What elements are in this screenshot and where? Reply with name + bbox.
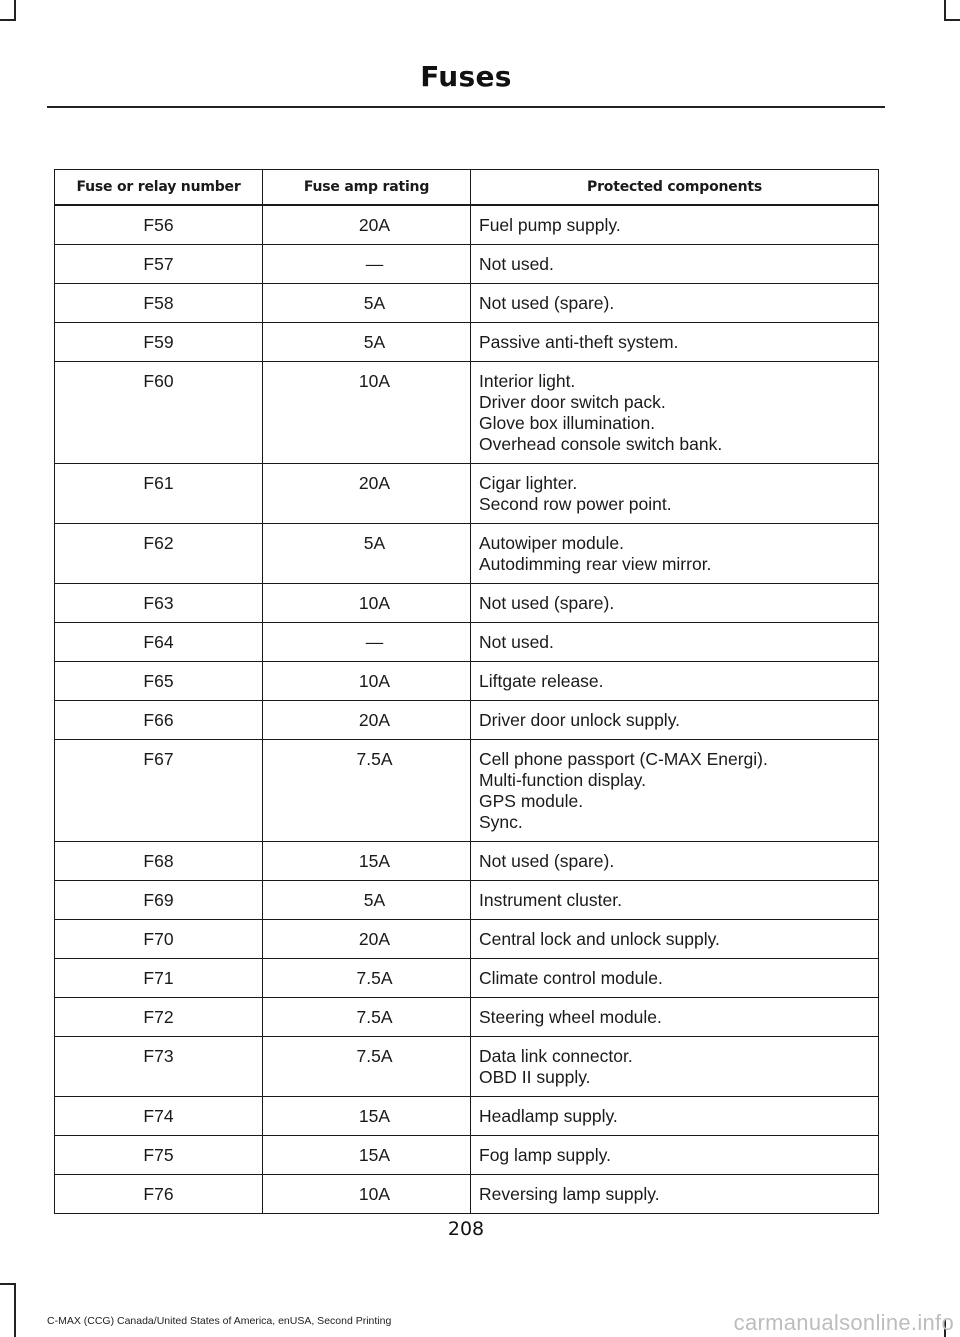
component-line: GPS module. [479,791,584,811]
protected-components-cell [471,1037,879,1097]
amp-rating-cell: 5A [263,284,471,323]
protected-components-cell [471,584,879,623]
protected-components-cell [471,740,879,842]
protected-components-cell [471,362,879,464]
column-header-fuse-number: Fuse or relay number [55,170,263,206]
table-row [55,1136,879,1175]
crop-mark-bottom-left [14,1283,16,1337]
component-line: Sync. [479,812,523,832]
component-line: Climate control module. [479,968,663,988]
fuse-number-cell: F59 [55,323,263,362]
crop-mark-top-left [0,19,16,21]
protected-components-cell [471,1175,879,1214]
table-row [55,1037,879,1097]
component-line: Steering wheel module. [479,1007,662,1027]
protected-components-cell [471,842,879,881]
component-line: Headlamp supply. [479,1106,618,1126]
protected-components-cell [471,323,879,362]
amp-rating-cell: — [263,623,471,662]
fuse-number-cell: F63 [55,584,263,623]
amp-rating-cell: 7.5A [263,998,471,1037]
protected-components-cell [471,1097,879,1136]
protected-components-cell [471,284,879,323]
fuse-number-cell: F60 [55,362,263,464]
component-line: Cigar lighter. [479,473,578,493]
component-line: Not used (spare). [479,851,615,871]
table-row [55,881,879,920]
protected-components-cell [471,1136,879,1175]
fuse-number-cell: F65 [55,662,263,701]
crop-mark-top-right [944,19,960,21]
component-line: Autowiper module. [479,533,624,553]
amp-rating-cell: 20A [263,701,471,740]
amp-rating-cell: 15A [263,842,471,881]
amp-rating-cell: 7.5A [263,1037,471,1097]
fuse-number-cell: F62 [55,524,263,584]
table-row [55,464,879,524]
component-line: Multi-function display. [479,770,646,790]
protected-components-cell [471,998,879,1037]
amp-rating-cell: — [263,245,471,284]
amp-rating-cell: 5A [263,524,471,584]
table-row [55,959,879,998]
crop-mark-top-left [14,0,16,20]
component-line: Not used. [479,632,554,652]
protected-components-cell [471,464,879,524]
table-row [55,245,879,284]
footer-edition-text: C-MAX (CCG) Canada/United States of America, enUSA, Second Printing [47,1315,392,1327]
table-header-row [55,170,879,206]
fuse-table [54,169,879,1214]
column-header-protected-components: Protected components [471,170,879,206]
amp-rating-cell: 15A [263,1136,471,1175]
amp-rating-cell: 10A [263,662,471,701]
fuse-number-cell: F76 [55,1175,263,1214]
table-row [55,1175,879,1214]
component-line: Not used. [479,254,554,274]
component-line: Instrument cluster. [479,890,622,910]
amp-rating-cell: 20A [263,920,471,959]
amp-rating-cell: 10A [263,362,471,464]
component-line: Second row power point. [479,494,672,514]
fuse-number-cell: F72 [55,998,263,1037]
fuse-number-cell: F71 [55,959,263,998]
component-line: Passive anti-theft system. [479,332,679,352]
fuse-number-cell: F61 [55,464,263,524]
fuse-number-cell: F57 [55,245,263,284]
fuse-number-cell: F67 [55,740,263,842]
fuse-number-cell: F56 [55,205,263,245]
amp-rating-cell: 20A [263,205,471,245]
protected-components-cell [471,524,879,584]
protected-components-cell [471,623,879,662]
protected-components-cell [471,701,879,740]
amp-rating-cell: 5A [263,323,471,362]
fuse-table-body [55,205,879,1214]
component-line: Autodimming rear view mirror. [479,554,712,574]
component-line: Cell phone passport (C-MAX Energi). [479,749,768,769]
component-line: Data link connector. [479,1046,633,1066]
component-line: Overhead console switch bank. [479,434,723,454]
table-row [55,284,879,323]
amp-rating-cell: 5A [263,881,471,920]
table-row [55,1097,879,1136]
protected-components-cell [471,881,879,920]
component-line: Glove box illumination. [479,413,656,433]
component-line: Central lock and unlock supply. [479,929,720,949]
table-row [55,323,879,362]
component-line: Not used (spare). [479,593,615,613]
table-row [55,701,879,740]
table-row [55,623,879,662]
amp-rating-cell: 10A [263,1175,471,1214]
component-line: OBD II supply. [479,1067,591,1087]
title-divider [47,106,885,108]
fuse-number-cell: F66 [55,701,263,740]
fuse-number-cell: F69 [55,881,263,920]
table-row [55,584,879,623]
protected-components-cell [471,920,879,959]
amp-rating-cell: 7.5A [263,740,471,842]
table-row [55,524,879,584]
component-line: Driver door switch pack. [479,392,666,412]
amp-rating-cell: 20A [263,464,471,524]
component-line: Not used (spare). [479,293,615,313]
watermark-logo: carmanualsonline.info [733,1310,954,1335]
fuse-number-cell: F70 [55,920,263,959]
component-line: Liftgate release. [479,671,604,691]
component-line: Interior light. [479,371,576,391]
table-row [55,205,879,245]
table-row [55,662,879,701]
table-row [55,920,879,959]
amp-rating-cell: 7.5A [263,959,471,998]
fuse-number-cell: F73 [55,1037,263,1097]
table-row [55,362,879,464]
fuse-number-cell: F68 [55,842,263,881]
component-line: Driver door unlock supply. [479,710,681,730]
table-row [55,842,879,881]
fuse-number-cell: F75 [55,1136,263,1175]
protected-components-cell [471,959,879,998]
fuse-number-cell: F58 [55,284,263,323]
table-row [55,998,879,1037]
page-number: 208 [447,1218,485,1240]
protected-components-cell [471,205,879,245]
amp-rating-cell: 15A [263,1097,471,1136]
table-row [55,740,879,842]
fuse-number-cell: F74 [55,1097,263,1136]
component-line: Fog lamp supply. [479,1145,611,1165]
amp-rating-cell: 10A [263,584,471,623]
column-header-amp-rating: Fuse amp rating [263,170,471,206]
crop-mark-bottom-left [0,1283,16,1285]
protected-components-cell [471,662,879,701]
crop-mark-top-right [944,0,946,20]
component-line: Fuel pump supply. [479,215,621,235]
component-line: Reversing lamp supply. [479,1184,660,1204]
protected-components-cell [471,245,879,284]
fuse-number-cell: F64 [55,623,263,662]
page-title: Fuses [420,60,512,93]
